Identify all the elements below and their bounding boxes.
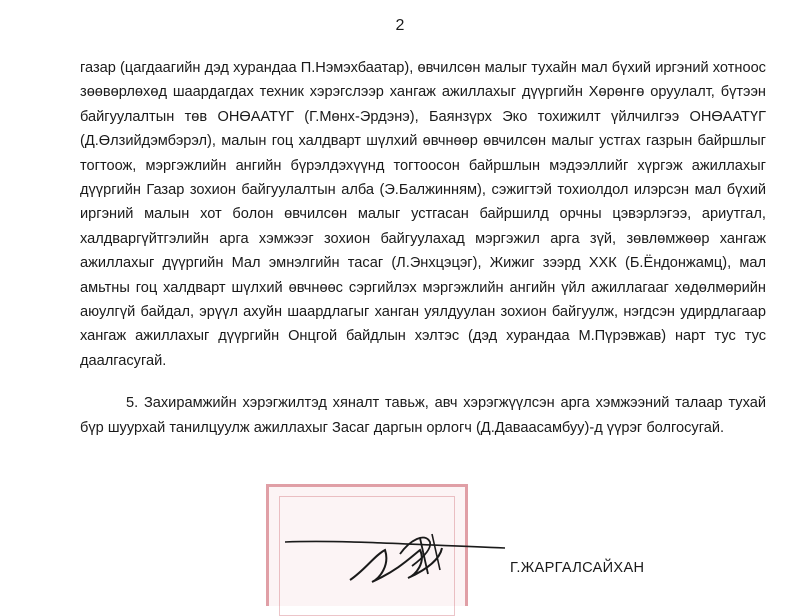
paragraph-1-line: халдварт шүлхий өвчнөөс сэргийлэх мэргэжлийн ангийн үйл ажиллагааг хөдөлмөрийн — [163, 279, 766, 296]
signer-name: Г.ЖАРГАЛСАЙХАН — [510, 560, 645, 576]
paragraph-1-line: иргэний хотноос зөөвөрлөхөд шаардагдах техник хэрэгслээр хангаж ажиллахыг дүүргийн — [80, 60, 766, 101]
paragraph-2 — [80, 391, 766, 440]
paragraph-1-line: удирдлагаар хангаж ажиллахыг дүүргийн Онцгой байдлын хэлтэс (дэд хурандаа — [80, 304, 766, 345]
paragraph-1-line: хэмжээг зохион байгуулахад мэргэжил арга зүй, зөвлөмжөөр хангаж ажиллахыг дүүргийн — [80, 230, 766, 272]
paragraph-1-line: Хөрөнгө оруулалт, бүтээн байгуулалтын төв ОНӨААТҮГ (Г.Мөнх-Эрдэнэ), Баянзүрх Эко — [80, 84, 766, 125]
paragraph-1 — [80, 56, 766, 373]
paragraph-2-line: болгосугай. — [646, 419, 725, 436]
paragraph-1-line: өвчилсөн малыг устгасан байршилд орчны цэвэрлэгээ, ариутгал, халдваргүйтгэлийн арга — [80, 206, 766, 247]
handwritten-signature — [280, 520, 510, 590]
paragraph-1-line: М.Пүрэвжав) нарт тус тус даалгасугай. — [80, 328, 766, 369]
paragraph-1-line: тогтоосон байршлын мэдээллийг хүргэж ажиллахыг дүүргийн Газар зохион байгуулалтын — [80, 157, 766, 199]
paragraph-1-line: газар (цагдаагийн дэд хурандаа П.Нэмэхбаатар), өвчилсөн малыг тухайн мал бүхий — [80, 60, 656, 76]
document-body — [80, 56, 766, 440]
paragraph-1-line: алба (Э.Балжинням), сэжигтэй тохиолдол илэрсэн мал бүхий иргэний малын хот болон — [80, 182, 766, 223]
paragraph-1-line: Мал эмнэлгийн тасаг (Л.Энхцэцэг), Жижиг зээрд ХХК (Б.Ёндонжамц), мал амьтны гоц — [80, 255, 766, 296]
paragraph-1-line: тохижилт үйлчилгээ ОНӨААТҮГ (Д.Өлзийдэмбэрэл), малын гоц халдварт шүлхий өвчнөөр — [80, 108, 766, 150]
paragraph-2-line: тухай бүр шуурхай танилцуулж ажиллахыг Засаг даргын орлогч (Д.Даваасамбуу)-д үүрэг — [80, 395, 766, 436]
paragraph-1-line: аюулгүй байдал, эрүүл ахуйн шаардлагыг ханган уялдуулан зохион байгуулж, нэгдсэн — [80, 304, 681, 321]
paragraph-2-line: 5. Захирамжийн хэрэгжилтэд хяналт тавьж, авч хэрэгжүүлсэн арга хэмжээний талаар — [126, 395, 729, 412]
paragraph-1-line: өвчилсөн малыг устгах газрын байршлыг тогтоож, мэргэжлийн ангийн бүрэлдэхүүнд — [80, 133, 766, 174]
page-number: 2 — [395, 17, 405, 34]
